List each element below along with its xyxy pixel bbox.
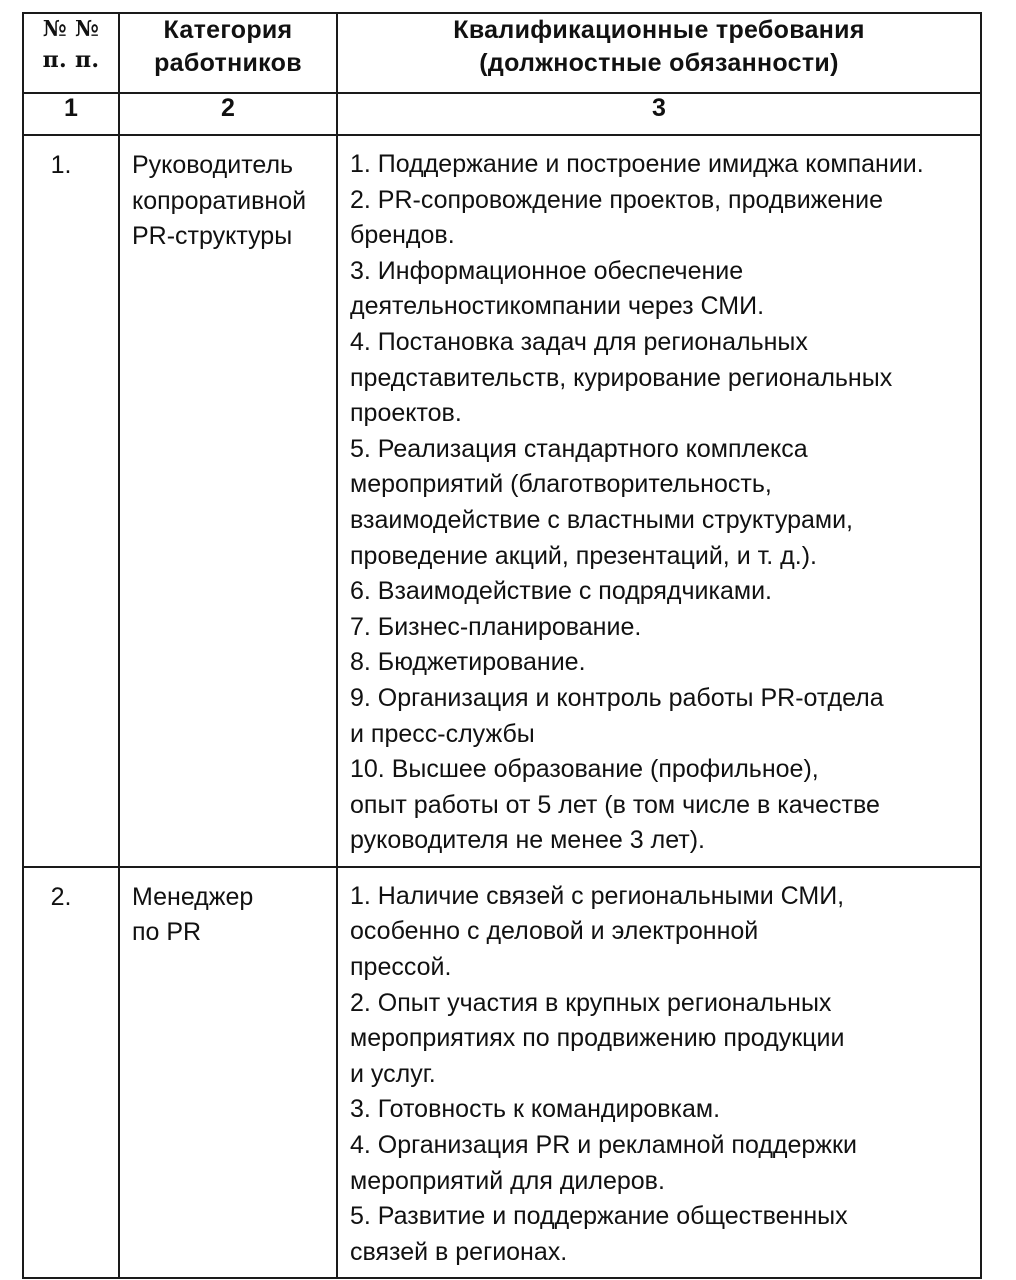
qualification-table xyxy=(22,12,982,1279)
requirement-line: 1. Поддержание и построение имиджа компании. xyxy=(350,150,924,178)
category-line: по PR xyxy=(132,918,202,947)
requirement-line: деятельностикомпании через СМИ. xyxy=(350,292,765,321)
requirement-line: проведение акций, презентаций, и т. д.). xyxy=(350,541,817,570)
requirement-line: 3. Готовность к командировкам. xyxy=(350,1095,721,1124)
requirement-line: и услуг. xyxy=(350,1059,436,1088)
requirement-line: прессой. xyxy=(350,953,452,982)
header-category-line2: работников xyxy=(154,49,302,77)
column-number-3: 3 xyxy=(337,93,981,135)
requirement-line: 10. Высшее образование (профильное), xyxy=(350,755,819,784)
header-number-cell xyxy=(23,13,119,93)
requirement-line: 5. Реализация стандартного комплекса xyxy=(350,434,808,463)
row-number: 2. xyxy=(23,867,119,1279)
header-category-line1: Категория xyxy=(163,16,293,44)
requirement-line: 5. Развитие и поддержание общественных xyxy=(350,1202,848,1231)
category-line: Менеджер xyxy=(132,882,254,911)
category-line: PR-структуры xyxy=(132,222,293,251)
requirement-line: 2. Опыт участия в крупных региональных xyxy=(350,988,832,1017)
requirement-line: мероприятий для дилеров. xyxy=(350,1166,665,1195)
row-requirements xyxy=(337,867,981,1279)
column-number-2: 2 xyxy=(119,93,337,135)
requirement-line: 3. Информационное обеспечение xyxy=(350,256,744,285)
requirement-line: опыт работы от 5 лет (в том числе в качестве xyxy=(350,790,880,819)
requirement-line: 7. Бизнес-планирование. xyxy=(350,612,642,641)
requirement-line: мероприятиях по продвижению продукции xyxy=(350,1024,845,1053)
header-category-cell xyxy=(119,13,337,93)
requirement-line: взаимодействие с властными структурами, xyxy=(350,505,853,534)
requirement-line: руководителя не менее 3 лет). xyxy=(350,826,706,855)
header-number-line1: № № xyxy=(42,16,100,42)
table-row xyxy=(23,867,981,1279)
requirement-line: 9. Организация и контроль работы PR-отдела xyxy=(350,683,884,712)
requirement-line: брендов. xyxy=(350,221,455,250)
requirement-line: 1. Наличие связей с региональными СМИ, xyxy=(350,881,845,910)
header-number-line2: п. п. xyxy=(42,47,100,73)
row-category xyxy=(119,135,337,867)
requirement-line: 2. PR-сопровождение проектов, продвижение xyxy=(350,185,883,214)
requirement-line: проектов. xyxy=(350,399,462,428)
column-number-1: 1 xyxy=(23,93,119,135)
requirement-line: 8. Бюджетирование. xyxy=(350,648,586,677)
header-row xyxy=(23,13,981,93)
category-line: копроративной xyxy=(132,186,307,215)
requirement-line: особенно с деловой и электронной xyxy=(350,917,759,946)
requirement-line: связей в регионах. xyxy=(350,1237,568,1266)
header-requirements-line2: (должностные обязанности) xyxy=(479,49,839,77)
category-line: Руководитель xyxy=(132,151,294,179)
requirement-line: 4. Организация PR и рекламной поддержки xyxy=(350,1131,857,1160)
header-requirements-line1: Квалификационные требования xyxy=(453,16,865,44)
row-number: 1. xyxy=(23,135,119,867)
column-number-row xyxy=(23,93,981,135)
requirement-line: и пресс-службы xyxy=(350,719,535,748)
requirement-line: мероприятий (благотворительность, xyxy=(350,470,772,499)
row-category xyxy=(119,867,337,1279)
row-requirements xyxy=(337,135,981,867)
requirement-line: представительств, курирование региональных xyxy=(350,363,893,392)
header-requirements-cell xyxy=(337,13,981,93)
requirement-line: 4. Постановка задач для региональных xyxy=(350,327,808,356)
requirement-line: 6. Взаимодействие с подрядчиками. xyxy=(350,577,772,606)
table-row xyxy=(23,135,981,867)
